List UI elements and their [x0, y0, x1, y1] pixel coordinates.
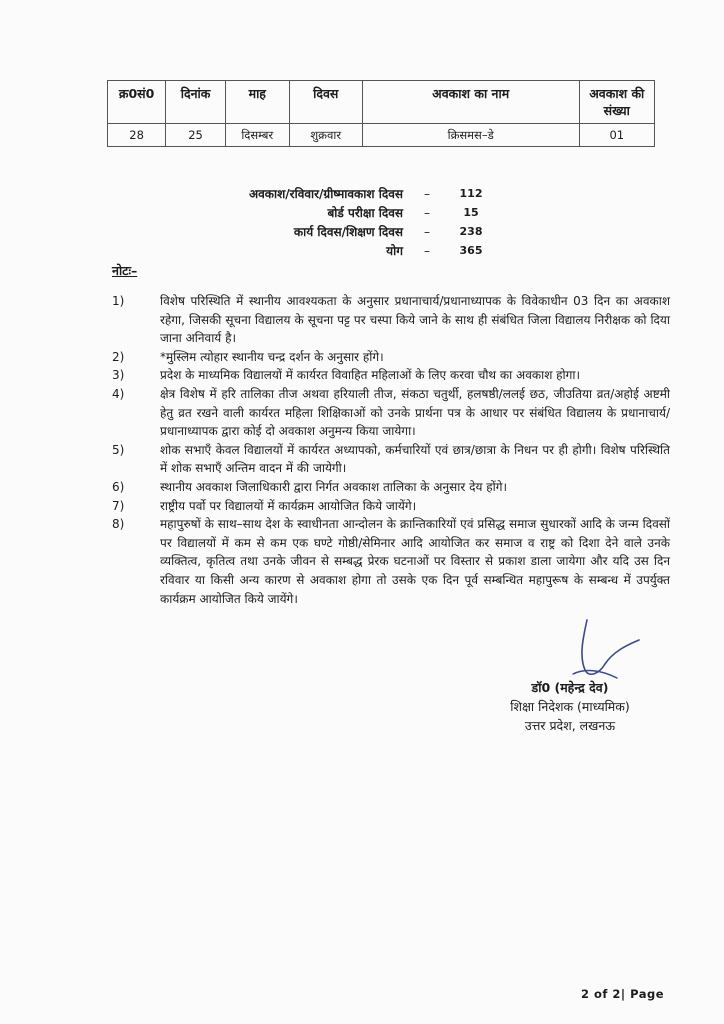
summary-label: कार्य दिवस/शिक्षण दिवस [293, 225, 403, 239]
note-number: 3) [112, 368, 125, 383]
page-footer: 2 of 2| Page [581, 987, 665, 1001]
summary-value: 238 [459, 225, 483, 238]
notes-list [112, 292, 670, 608]
note-item [112, 478, 670, 497]
note-number: 2) [112, 349, 125, 364]
note-text: स्थानीय अवकाश जिलाधिकारी द्वारा निर्गत अवकाश तालिका के अनुसार देय होंगे। [160, 479, 508, 494]
summary-value: 365 [459, 244, 483, 257]
signatory-place: उत्तर प्रदेश, लखनऊ [524, 718, 616, 733]
signatory-designation: शिक्षा निदेशक (माध्यमिक) [510, 699, 630, 714]
note-text: क्षेत्र विशेष में हरि तालिका तीज अथवा हरियाली तीज, संकठा चतुर्थी, हलषष्ठी/ललई छठ, जीउतिया व्रत/अहोई अष्टमी हेतु व्रत रखने वाली कार्यरत महिला शिक्षिकाओं को उनके प्रार्थना पत्र के आधार पर संबंधित विद्यालय के प्रधानाचार्य/प्रधानाध्यापक द्वारा कोई दो अवकाश अनुमन्य किया जायेगा। [160, 386, 670, 439]
note-text: प्रदेश के माध्यमिक विद्यालयों में कार्यरत विवाहित महिलाओं के लिए करवा चौथ का अवकाश होगा। [160, 368, 581, 383]
header-date: दिनांक [166, 81, 226, 124]
note-item [112, 441, 670, 478]
summary-dash: – [424, 186, 430, 201]
note-item [112, 515, 670, 608]
cell-holiday-count: 01 [579, 124, 654, 147]
note-number: 7) [112, 498, 125, 513]
header-serial: क्र0सं0 [108, 81, 166, 124]
note-number: 8) [112, 517, 125, 532]
summary-row [200, 222, 500, 241]
summary-row [200, 184, 500, 203]
summary-value: 15 [463, 206, 479, 219]
note-number: 4) [112, 386, 125, 401]
header-day: दिवस [289, 81, 362, 124]
note-number: 6) [112, 479, 125, 494]
note-text: *मुस्लिम त्योहार स्थानीय चन्द्र दर्शन के अनुसार होंगे। [160, 349, 384, 364]
header-month: माह [225, 81, 289, 124]
note-text: महापुरुषों के साथ–साथ देश के स्वाधीनता आन्दोलन के क्रान्तिकारियों एवं प्रसिद्ध समाज सुधारकों आदि के जन्म दिवसों पर विद्यालयों में कम से कम एक घण्टे गोष्ठी/सेमिनार आदि आयोजित कर समाज व राष्ट्र को दिशा देने वाले उनके व्यक्तित्व, कृतित्व तथा उनके जीवन से सम्बद्ध प्रेरक घटनाओं पर विस्तार से प्रकाश डाला जायेगा और यदि उस दिन रविवार या किसी अन्य कारण से अवकाश होगा तो उसके एक दिन पूर्व सम्बन्धित महापुरूष के सम्बन्ध में उपर्युक्त कार्यक्रम आयोजित किये जायेंगे। [160, 517, 670, 606]
summary-label: अवकाश/रविवार/ग्रीष्मावकाश दिवस [248, 187, 403, 201]
note-item [112, 348, 670, 367]
summary-row [200, 203, 500, 222]
summary-dash: – [424, 243, 430, 258]
summary-value: 112 [459, 187, 483, 200]
note-item [112, 292, 670, 348]
note-text: राष्ट्रीय पर्वो पर विद्यालयों में कार्यक्रम आयोजित किये जायेंगे। [160, 498, 417, 513]
cell-date: 25 [166, 124, 226, 147]
cell-day: शुक्रवार [289, 124, 362, 147]
note-number: 5) [112, 442, 125, 457]
note-text: शोक सभाएँ केवल विद्यालयों में कार्यरत अध्यापको, कर्मचारियों एवं छात्र/छात्रा के निधन पर ही होगी। विशेष परिस्थिति में शोक सभाएँ अन्तिम वादन में की जायेगी। [160, 442, 670, 476]
summary-dash: – [424, 205, 430, 220]
summary-label: बोर्ड परीक्षा दिवस [327, 206, 403, 220]
day-summary [200, 184, 500, 260]
signature-block [470, 678, 670, 735]
notes-heading: नोटः– [112, 263, 138, 278]
note-item [112, 366, 670, 385]
note-text: विशेष परिस्थिति में स्थानीय आवश्यकता के अनुसार प्रधानाचार्य/प्रधानाध्यापक के विवेकाधीन 03 दिन का अवकाश रहेगा, जिसकी सूचना विद्यालय के सूचना पट्ट पर चस्पा किये जाने के साथ ही संबंधित जिला विद्यालय निरीक्षक को दिया जाना अनिवार्य है। [160, 294, 670, 346]
table-header-row [108, 81, 655, 124]
summary-row [200, 241, 500, 260]
cell-holiday-name: क्रिसमस–डे [362, 124, 579, 147]
table-row [108, 124, 655, 147]
note-item [112, 497, 670, 516]
note-number: 1) [112, 294, 125, 308]
cell-serial: 28 [108, 124, 166, 147]
summary-dash: – [424, 224, 430, 239]
note-item [112, 385, 670, 441]
summary-label: योग [386, 244, 403, 258]
holiday-table [107, 80, 655, 147]
header-holiday-name: अवकाश का नाम [362, 81, 579, 124]
header-holiday-count: अवकाश की संख्या [579, 81, 654, 124]
cell-month: दिसम्बर [225, 124, 289, 147]
signatory-name: डॉ0 (महेन्द्र देव) [531, 680, 609, 695]
